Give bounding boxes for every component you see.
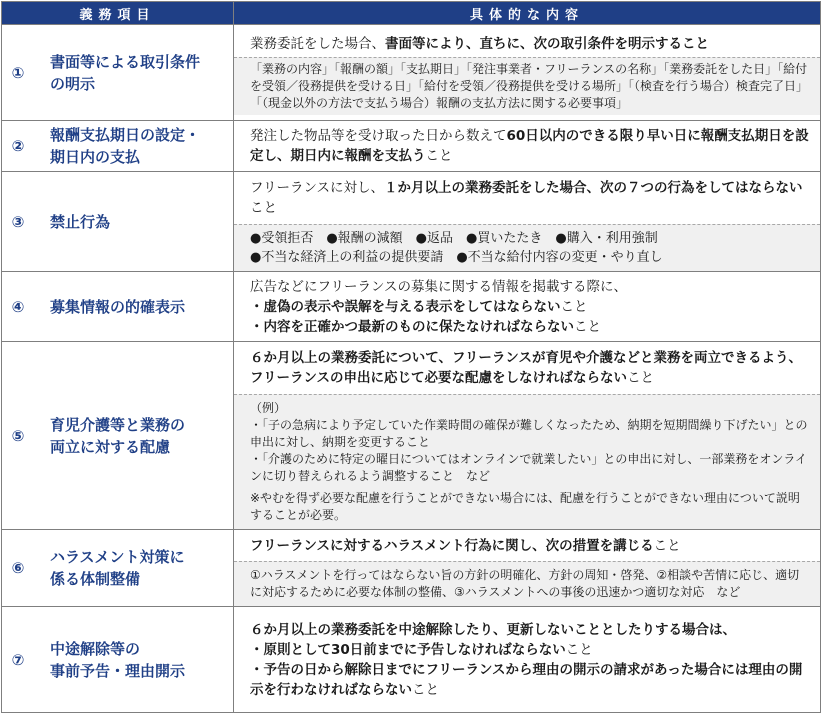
bullet-line: [250, 317, 810, 337]
table-row: [2, 530, 821, 607]
table-row: [2, 25, 821, 121]
content-bold-text: ・原則として30日前までに予告しなければならない: [250, 641, 566, 658]
item-label-line: 係る体制整備: [50, 570, 141, 588]
bullet-line: [250, 297, 810, 317]
item-cell: [2, 607, 234, 713]
content-text: フリーランスに対し、: [250, 180, 385, 196]
content-bold-text: ・予告の日から解除日までにフリーランスから理由の開示の請求があった場合には理由の開示を行わなければならない: [250, 661, 803, 698]
content-text: 業務委託をした場合、: [250, 35, 385, 52]
item-number: ⑥: [11, 559, 25, 577]
table-row: [2, 607, 821, 713]
item-label-line: 期日内の支払: [50, 148, 141, 166]
item-cell: [2, 272, 234, 342]
content-detail: [234, 224, 820, 271]
table-row: [2, 272, 821, 342]
table-row: [2, 172, 821, 272]
content-text: 広告などにフリーランスの募集に関する情報を掲載する際に、: [250, 278, 628, 295]
content-cell: [234, 342, 821, 530]
content-bold-text: １か月以上の業務委託をした場合、次の７つの行為をしてはならない: [384, 180, 803, 196]
content-main: [234, 123, 820, 169]
content-text: こと: [425, 148, 453, 164]
item-label-line: 両立に対する配慮: [50, 437, 171, 456]
obligations-table: [1, 1, 821, 713]
content-main: [234, 172, 820, 224]
content-text: こと: [653, 537, 681, 554]
content-main: [234, 617, 820, 703]
content-text: 発注した物品等を受け取った日から数えて: [250, 128, 507, 144]
item-cell: [2, 530, 234, 607]
content-main: [234, 531, 820, 561]
content-bold-text: ６か月以上の業務委託を中途解除したり、更新しないこととしたりする場合は、: [250, 621, 736, 638]
content-cell: [234, 272, 821, 342]
content-bold-text: 60日以内のできる限り早い日に報酬支払期日を設定し、期日内に報酬を支払う: [250, 128, 809, 164]
content-main: [234, 31, 820, 57]
item-label: [34, 638, 185, 682]
content-cell: [234, 25, 821, 121]
item-number: ③: [11, 212, 25, 231]
item-label: [34, 124, 200, 168]
item-label-line: ハラスメント対策に: [50, 548, 185, 566]
header-item: 義務項目: [2, 2, 234, 25]
content-bold-text: ・虚偽の表示や誤解を与える表示をしてはならない: [250, 298, 561, 315]
content-bold-text: ・内容を正確かつ最新のものに保たなければならない: [250, 318, 574, 335]
content-text: こと: [560, 298, 588, 315]
item-label: [34, 546, 185, 590]
content-bold-text: ６か月以上の業務委託について、フリーランスが育児や介護などと業務を両立できるよう、フリーランスの申出に応じて必要な配慮をしなければならない: [250, 350, 803, 386]
prohibited-acts-line: ●不当な経済上の利益の提供要請 ●不当な給付内容の変更・やり直し: [250, 250, 663, 265]
item-cell: [2, 121, 234, 172]
item-label: [34, 414, 185, 458]
item-label-line: 育児介護等と業務の: [50, 415, 186, 434]
item-cell: [2, 342, 234, 530]
item-number: ④: [11, 297, 25, 316]
item-number: ⑤: [11, 426, 25, 445]
content-text: こと: [574, 318, 601, 335]
item-number: ②: [11, 137, 25, 155]
item-label-line: 事前予告・理由開示: [50, 661, 186, 680]
item-label: [34, 211, 110, 233]
item-cell: [2, 25, 234, 121]
content-cell: [234, 607, 821, 713]
content-text: こと: [412, 681, 439, 698]
item-label-line: 禁止行為: [50, 212, 111, 231]
bullet-line: [250, 640, 810, 660]
content-cell: [234, 530, 821, 607]
content-text: こと: [250, 200, 277, 216]
content-cell: [234, 172, 821, 272]
item-cell: [2, 172, 234, 272]
content-detail: ①ハラスメントを行ってはならない旨の方針の明確化、方針の周知・啓発、②相談や苦情に応じ、適切に対応するために必要な体制の整備、③ハラスメントへの事後の迅速かつ適切な対応 など: [234, 561, 820, 606]
header-content: 具体的な内容: [234, 2, 821, 25]
prohibited-acts-line: ●受領拒否 ●報酬の減額 ●返品 ●買いたたき ●購入・利用強制: [250, 231, 658, 246]
table-row: [2, 342, 821, 530]
item-label-line: 報酬支払期日の設定・: [50, 126, 201, 144]
content-main: [234, 342, 820, 394]
table-header-row: [2, 2, 821, 25]
example-line: ・「介護のために特定の曜日についてはオンラインで就業したい」との申出に対し、一部業務をオンラインに切り替えられるよう調整すること など: [250, 452, 808, 483]
example-note: ※やむを得ず必要な配慮を行うことができない場合には、配慮を行うことができない理由について説明することが必要。: [250, 491, 800, 522]
content-cell: [234, 121, 821, 172]
content-detail: 「業務の内容」「報酬の額」「支払期日」「発注事業者・フリーランスの名称」「業務委託をした日」「給付を受領／役務提供を受ける日」「給付を受領／役務提供を受ける場所」「（検査を行う場合）検査完了日」「（現金以外の方法で支払う場合）報酬の支払方法に関する必要事項」: [234, 57, 820, 115]
content-text: こと: [627, 370, 655, 386]
example-line: （例）: [250, 401, 287, 415]
item-label-line: 募集情報の的確表示: [50, 297, 186, 316]
content-example: [234, 394, 820, 529]
example-line: ・「子の急病により予定していた作業時間の確保が難しくなったため、納期を短期間繰り下げたい」との申出に対し、納期を変更すること: [250, 418, 808, 449]
item-number: ⑦: [11, 650, 25, 669]
item-label-line: 中途解除等の: [50, 639, 141, 658]
content-bold-text: 書面等により、直ちに、次の取引条件を明示すること: [385, 35, 709, 52]
content-text: こと: [565, 641, 593, 658]
bullet-line: [250, 660, 810, 700]
table-row: [2, 121, 821, 172]
item-label-line: 書面等による取引条件: [50, 52, 201, 71]
item-label: [34, 51, 200, 95]
content-bold-text: フリーランスに対するハラスメント行為に関し、次の措置を講じる: [250, 537, 654, 554]
item-label-line: の明示: [50, 74, 96, 93]
content-main: [234, 274, 820, 340]
item-label: [34, 296, 185, 318]
item-number: ①: [11, 63, 25, 82]
